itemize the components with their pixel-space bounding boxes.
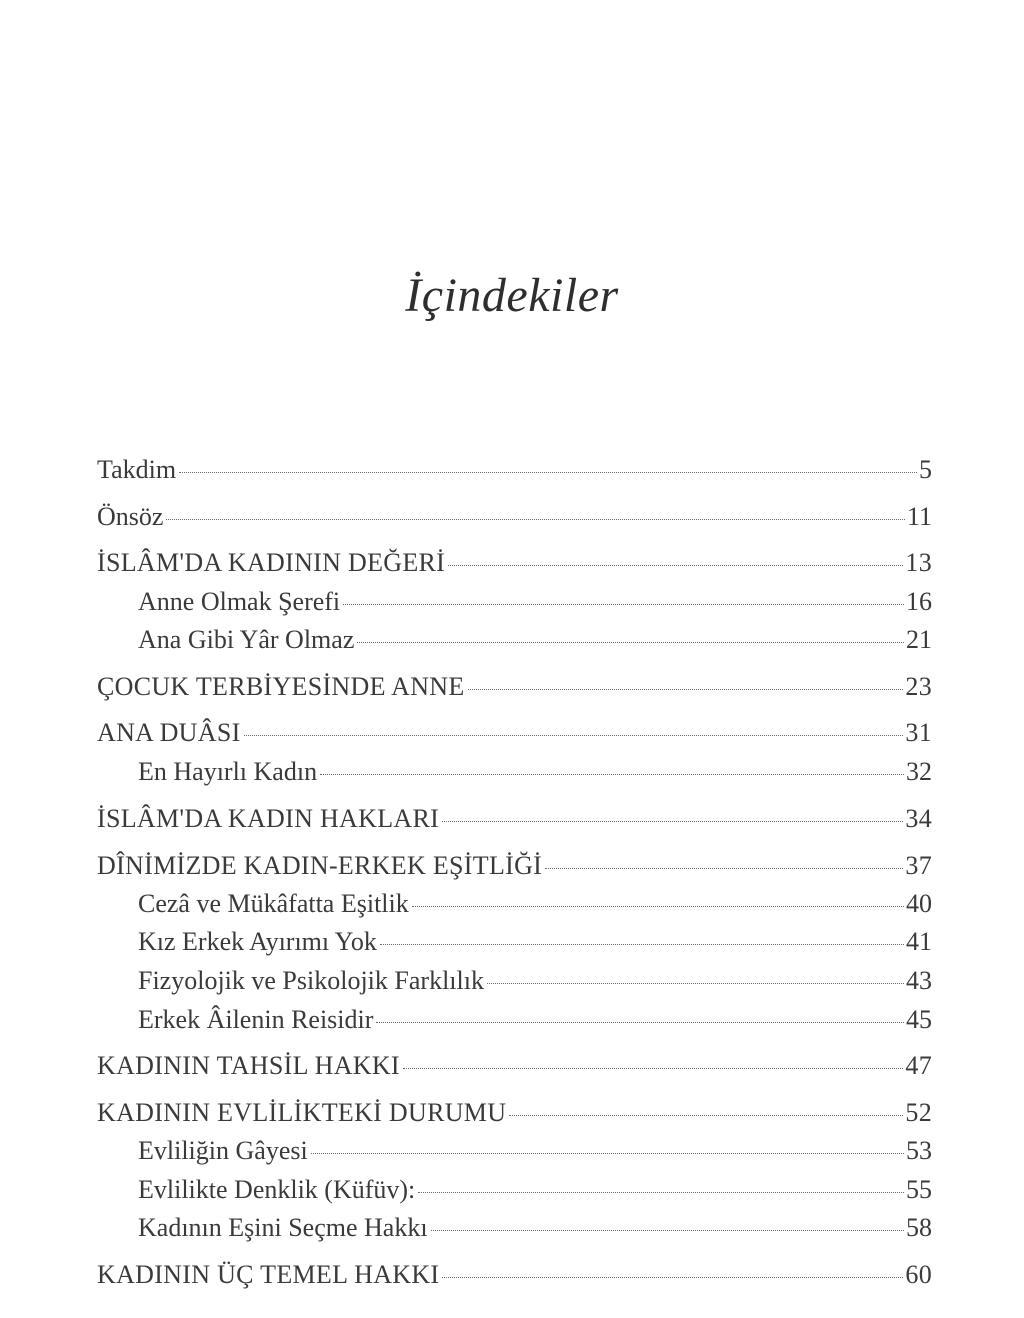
toc-entry-label: KADININ ÜÇ TEMEL HAKKI bbox=[97, 1260, 440, 1289]
toc-subentry bbox=[138, 1174, 932, 1206]
dot-leader bbox=[343, 604, 904, 605]
toc-page-number: 16 bbox=[906, 587, 932, 616]
toc-entry-label: ANA DUÂSI bbox=[97, 718, 241, 747]
toc-subentry bbox=[138, 926, 932, 958]
toc-page-number: 52 bbox=[905, 1098, 932, 1127]
dot-leader bbox=[380, 944, 904, 945]
toc-entry-label: Evlilikte Denklik (Küfüv): bbox=[138, 1175, 416, 1204]
toc-entry-label: Erkek Âilenin Reisidir bbox=[138, 1005, 374, 1034]
dot-leader bbox=[166, 519, 905, 520]
toc-entry-label: En Hayırlı Kadın bbox=[138, 757, 318, 786]
toc-entry-label: İSLÂM'DA KADININ DEĞERİ bbox=[97, 548, 446, 577]
dot-leader bbox=[509, 1115, 903, 1116]
dot-leader bbox=[418, 1192, 904, 1193]
toc-entry bbox=[97, 1097, 932, 1129]
toc-subentry bbox=[138, 965, 932, 997]
dot-leader bbox=[320, 774, 904, 775]
toc-page-number: 32 bbox=[906, 757, 932, 786]
toc-page-number: 47 bbox=[905, 1051, 932, 1080]
toc-entry bbox=[97, 1259, 932, 1291]
toc-entry bbox=[97, 803, 932, 835]
toc-entry-label: KADININ EVLİLİKTEKİ DURUMU bbox=[97, 1098, 507, 1127]
toc-entry-label: Önsöz bbox=[97, 502, 164, 531]
dot-leader bbox=[442, 1277, 903, 1278]
toc-entry-label: Cezâ ve Mükâfatta Eşitlik bbox=[138, 889, 409, 918]
toc-subentry bbox=[138, 1004, 932, 1036]
toc-entry-label: Anne Olmak Şerefi bbox=[138, 587, 341, 616]
toc-page-number: 55 bbox=[906, 1175, 932, 1204]
toc-entry-label: KADININ TAHSİL HAKKI bbox=[97, 1051, 400, 1080]
toc-entry-label: Kadının Eşini Seçme Hakkı bbox=[138, 1213, 428, 1242]
toc-page-number: 60 bbox=[905, 1260, 932, 1289]
toc-page-number: 34 bbox=[905, 804, 932, 833]
dot-leader bbox=[448, 565, 903, 566]
toc-entry-label: Evliliğin Gâyesi bbox=[138, 1136, 308, 1165]
toc-entry-label: DÎNİMİZDE KADIN-ERKEK EŞİTLİĞİ bbox=[97, 851, 543, 880]
toc-entry-label: Takdim bbox=[97, 455, 177, 484]
toc-page-number: 40 bbox=[906, 889, 932, 918]
toc-page-number: 31 bbox=[905, 718, 932, 747]
dot-leader bbox=[403, 1068, 904, 1069]
toc-page-number: 41 bbox=[906, 927, 932, 956]
toc-page-number: 43 bbox=[906, 966, 932, 995]
toc-entry bbox=[97, 501, 932, 533]
toc-page-number: 21 bbox=[906, 625, 932, 654]
toc-entry-label: Kız Erkek Ayırımı Yok bbox=[138, 927, 377, 956]
dot-leader bbox=[487, 983, 904, 984]
dot-leader bbox=[468, 689, 904, 690]
toc-page-number: 11 bbox=[906, 502, 932, 531]
toc-page-number: 58 bbox=[906, 1213, 932, 1242]
toc-subentry bbox=[138, 1212, 932, 1244]
toc-subentry bbox=[138, 756, 932, 788]
toc-entry bbox=[97, 547, 932, 579]
toc-subentry bbox=[138, 888, 932, 920]
toc-page-number: 53 bbox=[906, 1136, 932, 1165]
toc-entry-label: Fizyolojik ve Psikolojik Farklılık bbox=[138, 966, 484, 995]
toc-page-number: 13 bbox=[905, 548, 932, 577]
dot-leader bbox=[376, 1022, 904, 1023]
toc-entry bbox=[97, 454, 932, 486]
dot-leader bbox=[545, 868, 903, 869]
toc-subentry bbox=[138, 1135, 932, 1167]
toc-entry-label: İSLÂM'DA KADIN HAKLARI bbox=[97, 804, 440, 833]
toc-subentry bbox=[138, 586, 932, 618]
toc-subentry bbox=[138, 624, 932, 656]
toc-page-number: 5 bbox=[919, 455, 932, 484]
dot-leader bbox=[357, 642, 904, 643]
dot-leader bbox=[412, 906, 904, 907]
toc-page-number: 45 bbox=[906, 1005, 932, 1034]
toc-page-number: 37 bbox=[905, 851, 932, 880]
toc-page-number: 23 bbox=[905, 672, 932, 701]
page-title: İçindekiler bbox=[405, 269, 619, 322]
dot-leader bbox=[442, 821, 903, 822]
dot-leader bbox=[431, 1230, 904, 1231]
toc-entry bbox=[97, 671, 932, 703]
toc-entry-label: Ana Gibi Yâr Olmaz bbox=[138, 625, 355, 654]
toc-entry-label: ÇOCUK TERBİYESİNDE ANNE bbox=[97, 672, 465, 701]
dot-leader bbox=[179, 472, 917, 473]
toc-entry bbox=[97, 1050, 932, 1082]
dot-leader bbox=[244, 735, 904, 736]
dot-leader bbox=[311, 1153, 904, 1154]
toc-entry bbox=[97, 717, 932, 749]
toc-entry bbox=[97, 850, 932, 882]
